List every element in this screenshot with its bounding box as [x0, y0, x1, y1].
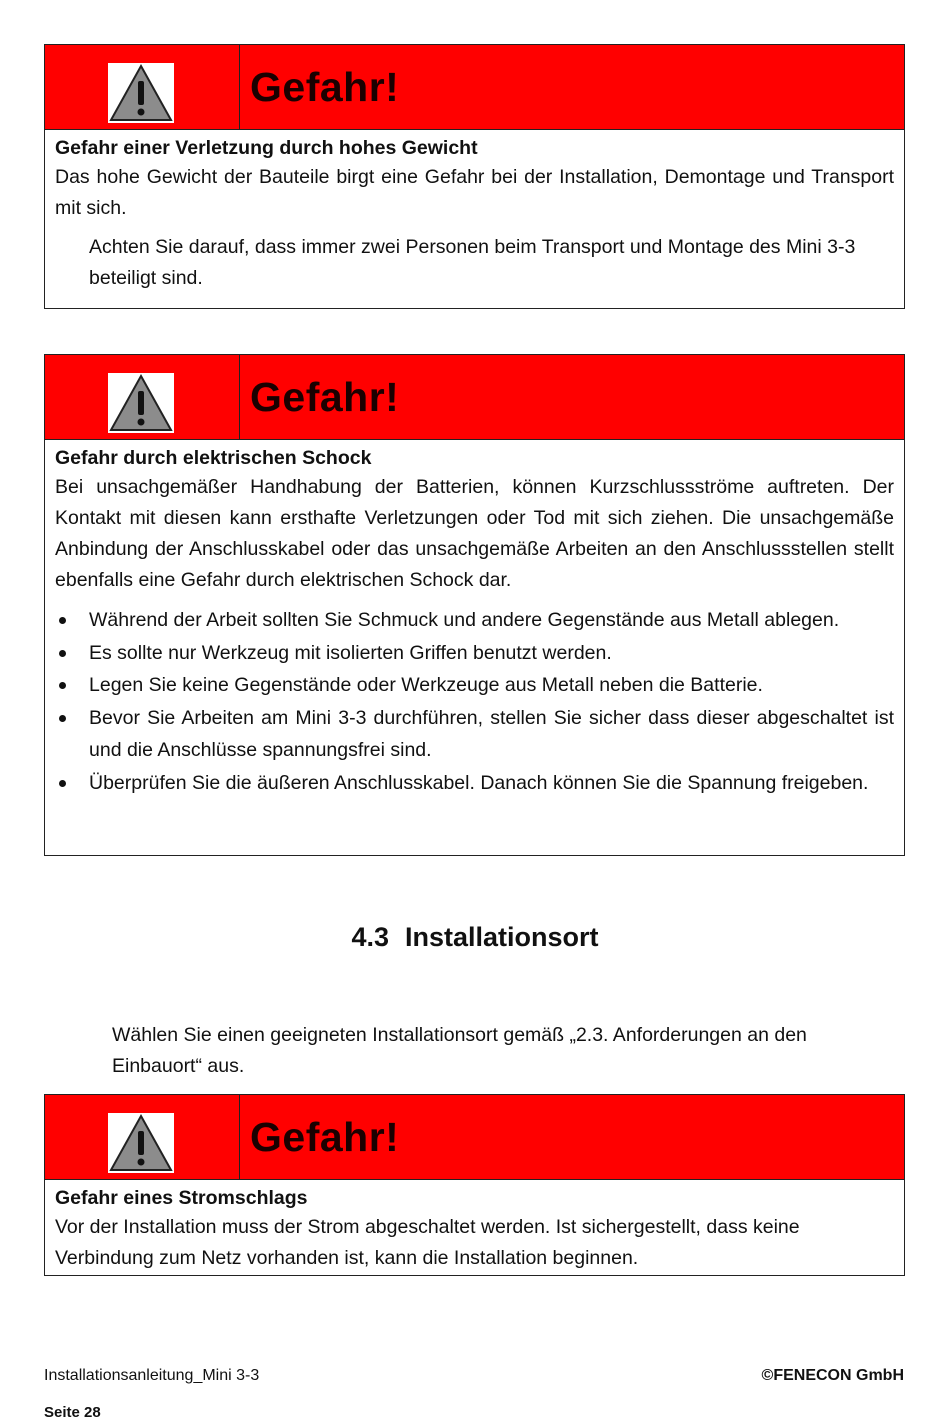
danger-text: Vor der Installation muss der Strom abgeschaltet werden. Ist sichergestellt, dass keine Verbindung zum Netz vorhanden ist, kann die Installation beginnen. — [55, 1216, 800, 1269]
danger-title: Gefahr! — [250, 373, 400, 420]
list-item — [55, 604, 894, 637]
footer-copyright: ©FENECON GmbH — [761, 1367, 904, 1384]
danger-box-electric — [44, 354, 905, 856]
warning-triangle-icon — [108, 373, 174, 433]
bullet-text: Bevor Sie Arbeiten am Mini 3-3 durchführen, stellen Sie sicher dass dieser abgeschaltet ist und die Anschlüsse spannungsfrei sind. — [89, 706, 894, 761]
danger-note: Achten Sie darauf, dass immer zwei Personen beim Transport und Montage des Mini 3-3 beteiligt sind. — [89, 236, 856, 289]
danger-title: Gefahr! — [250, 63, 400, 110]
bullet-icon — [59, 617, 66, 624]
warning-triangle-icon — [108, 63, 174, 123]
safety-bullet-list — [55, 604, 894, 799]
bullet-text: Überprüfen Sie die äußeren Anschlusskabel. Danach können Sie die Spannung freigeben. — [89, 771, 869, 794]
danger-header — [45, 45, 904, 130]
section-number: 4.3 — [351, 922, 389, 952]
list-item — [55, 702, 894, 767]
warning-icon-cell — [45, 45, 240, 129]
section-paragraph: Wählen Sie einen geeigneten Installationsort gemäß „2.3. Anforderungen an den Einbauort“ aus. — [112, 1024, 807, 1077]
section-heading — [0, 922, 950, 953]
footer-doc-name: Installationsanleitung_Mini 3-3 — [44, 1367, 260, 1384]
warning-icon-cell — [45, 1095, 240, 1179]
danger-header — [45, 355, 904, 440]
danger-subtitle: Gefahr einer Verletzung durch hohes Gewicht — [55, 137, 478, 159]
danger-body — [45, 1180, 904, 1284]
warning-icon-cell — [45, 355, 240, 439]
list-item — [55, 767, 894, 800]
danger-subtitle: Gefahr eines Stromschlags — [55, 1187, 308, 1209]
list-item — [55, 669, 894, 702]
danger-subtitle: Gefahr durch elektrischen Schock — [55, 447, 372, 469]
bullet-icon — [59, 682, 66, 689]
danger-body — [45, 440, 904, 809]
list-item — [55, 637, 894, 670]
danger-header — [45, 1095, 904, 1180]
danger-body — [45, 130, 904, 304]
danger-text: Bei unsachgemäßer Handhabung der Batterien, können Kurzschlussströme auftreten. Der Kontakt mit diesen kann ersthafte Verletzungen oder Tod mit sich ziehen. Die unsachgemäße Anbindung der Anschlusskabel oder das unsachgemäße Arbeiten an den Anschlussstellen stellt ebenfalls eine Gefahr durch elektrischen Schock dar. — [55, 476, 894, 591]
bullet-text: Legen Sie keine Gegenstände oder Werkzeuge aus Metall neben die Batterie. — [89, 674, 763, 696]
page-number: Seite 28 — [44, 1404, 101, 1421]
bullet-icon — [59, 780, 66, 787]
warning-triangle-icon — [108, 1113, 174, 1173]
bullet-text: Es sollte nur Werkzeug mit isolierten Griffen benutzt werden. — [89, 641, 612, 664]
bullet-icon — [59, 715, 66, 722]
bullet-text: Während der Arbeit sollten Sie Schmuck und andere Gegenstände aus Metall ablegen. — [89, 609, 840, 631]
danger-title: Gefahr! — [250, 1113, 400, 1160]
danger-box-weight — [44, 44, 905, 309]
section-title: Installationsort — [405, 922, 599, 952]
danger-box-shock — [44, 1094, 905, 1276]
bullet-icon — [59, 650, 66, 657]
danger-text: Das hohe Gewicht der Bauteile birgt eine Gefahr bei der Installation, Demontage und Transport mit sich. — [55, 166, 894, 219]
